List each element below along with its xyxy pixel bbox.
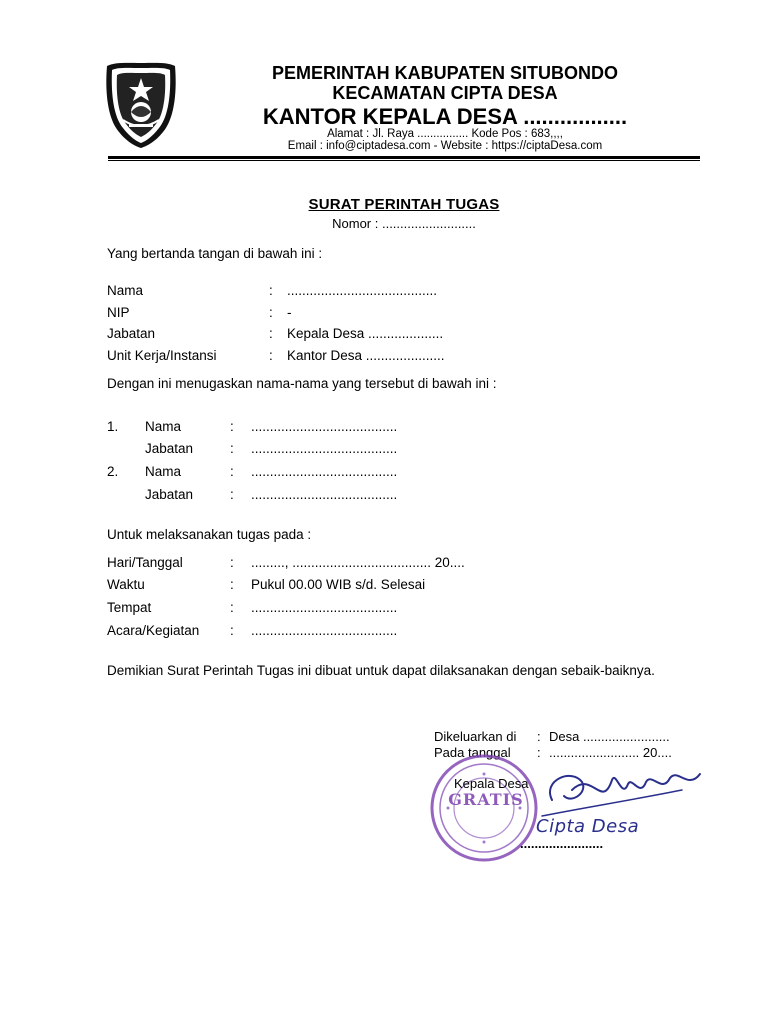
assignee-colon: : — [230, 487, 234, 502]
header-district-name: KECAMATAN CIPTA DESA — [332, 83, 558, 103]
task-label: Tempat — [107, 600, 152, 615]
assignee-value: ....................................... — [251, 419, 398, 434]
assignee-label: Jabatan — [145, 441, 194, 456]
assignee-number: 1. — [107, 419, 119, 434]
header-office-name: KANTOR KEPALA DESA ................. — [262, 104, 628, 129]
assignee-colon: : — [230, 441, 234, 456]
assignee-colon: : — [230, 464, 234, 479]
assignee-value: ....................................... — [251, 441, 398, 456]
issued-date-colon: : — [537, 745, 541, 760]
signer-label: Unit Kerja/Instansi — [107, 348, 217, 363]
signer-value: ........................................ — [287, 283, 438, 298]
regency-emblem-logo — [103, 60, 179, 150]
task-colon: : — [230, 577, 234, 592]
header-government-name: PEMERINTAH KABUPATEN SITUBONDO — [272, 63, 618, 83]
letter-number: Nomor : .......................... — [332, 216, 476, 231]
letter-title: SURAT PERINTAH TUGAS — [308, 196, 500, 213]
issued-at-colon: : — [537, 729, 541, 744]
assignee-label: Nama — [145, 464, 182, 479]
signer-colon: : — [269, 283, 273, 298]
issued-at-value: Desa ........................ — [549, 729, 670, 744]
task-value: ....................................... — [251, 600, 398, 615]
signer-label: NIP — [107, 305, 130, 320]
signer-label: Nama — [107, 283, 144, 298]
issued-date-value: ......................... 20.... — [549, 745, 672, 760]
signer-name-line: ....................... — [520, 836, 604, 851]
assign-intro-text: Dengan ini menugaskan nama-nama yang tersebut di bawah ini : — [107, 376, 497, 391]
task-colon: : — [230, 600, 234, 615]
task-label: Acara/Kegiatan — [107, 623, 200, 638]
signer-label: Jabatan — [107, 326, 156, 341]
assignee-label: Jabatan — [145, 487, 194, 502]
task-colon: : — [230, 623, 234, 638]
task-value: Pukul 00.00 WIB s/d. Selesai — [251, 577, 426, 592]
signer-colon: : — [269, 326, 273, 341]
issued-date-label: Pada tanggal — [434, 745, 511, 760]
assignee-value: ....................................... — [251, 487, 398, 502]
issued-at-label: Dikeluarkan di — [434, 729, 517, 744]
signer-colon: : — [269, 348, 273, 363]
task-value: ....................................... — [251, 623, 398, 638]
header-contact: Email : info@ciptadesa.com - Website : https://ciptaDesa.com — [287, 140, 603, 152]
signature-name-script: Cipta Desa — [536, 816, 640, 837]
task-intro-text: Untuk melaksanakan tugas pada : — [107, 527, 312, 542]
intro-text: Yang bertanda tangan di bawah ini : — [107, 246, 323, 261]
signer-colon: : — [269, 305, 273, 320]
assignee-label: Nama — [145, 419, 182, 434]
signer-value: Kantor Desa ..................... — [287, 348, 445, 363]
assignee-number: 2. — [107, 464, 119, 479]
header-divider-thin — [108, 160, 700, 161]
header-divider-thick — [108, 156, 700, 159]
signer-value: Kepala Desa .................... — [287, 326, 444, 341]
assignee-value: ....................................... — [251, 464, 398, 479]
task-label: Waktu — [107, 577, 145, 592]
signer-value: - — [287, 305, 292, 320]
task-colon: : — [230, 555, 234, 570]
header-address: Alamat : Jl. Raya ................ Kode Pos : 683,,,, — [327, 128, 563, 140]
assignee-colon: : — [230, 419, 234, 434]
task-label: Hari/Tanggal — [107, 555, 183, 570]
closing-paragraph: Demikian Surat Perintah Tugas ini dibuat untuk dapat dilaksanakan dengan sebaik-baiknya. — [107, 663, 655, 678]
signer-position: Kepala Desa — [454, 776, 529, 791]
task-value: ........., ..................................... 20.... — [251, 555, 465, 570]
stamp-label: GRATIS — [448, 790, 524, 809]
